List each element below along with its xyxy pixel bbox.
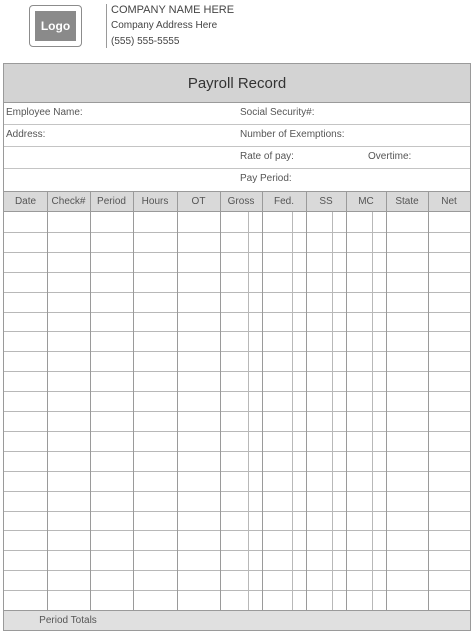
column-header: Fed. bbox=[273, 196, 294, 207]
company-address: Company Address Here bbox=[111, 20, 218, 31]
column-header: Hours bbox=[141, 196, 169, 207]
company-phone: (555) 555-5555 bbox=[111, 36, 180, 47]
payroll-form bbox=[3, 63, 471, 631]
address-label: Address: bbox=[6, 129, 46, 140]
column-header: MC bbox=[358, 196, 374, 207]
header-divider bbox=[106, 4, 107, 48]
social-security-label: Social Security#: bbox=[240, 107, 315, 118]
employee-name-label: Employee Name: bbox=[6, 107, 83, 118]
period-totals-label: Period Totals bbox=[39, 615, 97, 626]
period-totals-row bbox=[4, 610, 470, 630]
column-header: Net bbox=[441, 196, 457, 207]
exemptions-label: Number of Exemptions: bbox=[240, 129, 345, 140]
payroll-grid bbox=[4, 64, 470, 630]
logo-label: Logo bbox=[35, 11, 76, 41]
column-header: OT bbox=[191, 196, 206, 207]
column-header: Check# bbox=[51, 196, 86, 207]
column-header: State bbox=[395, 196, 419, 207]
rate-of-pay-label: Rate of pay: bbox=[240, 151, 294, 162]
column-header: SS bbox=[319, 196, 333, 207]
column-header: Gross bbox=[227, 196, 255, 207]
company-name: COMPANY NAME HERE bbox=[111, 4, 235, 16]
pay-period-label: Pay Period: bbox=[240, 173, 292, 184]
logo bbox=[29, 5, 82, 47]
column-header: Period bbox=[97, 196, 126, 207]
form-title: Payroll Record bbox=[187, 74, 287, 92]
column-header: Date bbox=[14, 196, 37, 207]
overtime-label: Overtime: bbox=[368, 151, 412, 162]
